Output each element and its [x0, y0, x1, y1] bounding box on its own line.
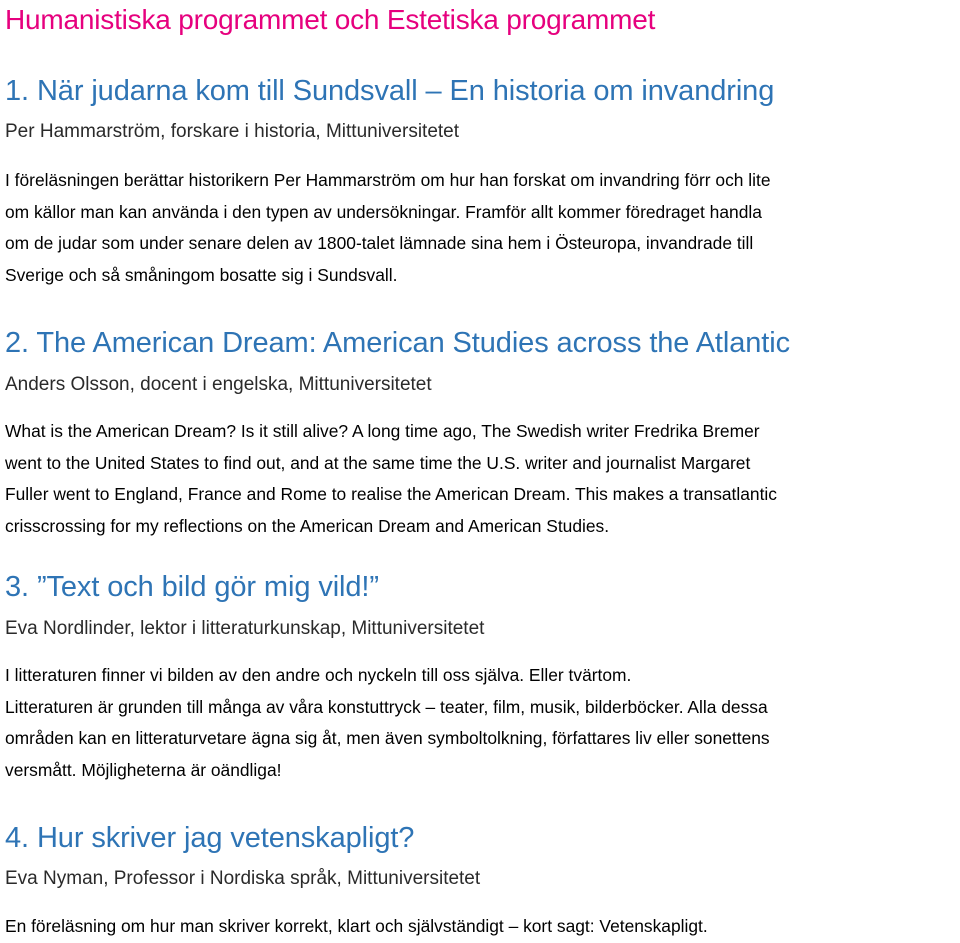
section-1-line: Sverige och så småningom bosatte sig i Sundsvall. — [5, 264, 398, 285]
section-2-speaker: Anders Olsson, docent i engelska, Mittuniversitetet — [5, 374, 432, 395]
section-3-line: I litteraturen finner vi bilden av den andre och nyckeln till oss själva. Eller tvärtom. — [5, 665, 632, 685]
section-3-line: versmått. Möjligheterna är oändliga! — [5, 759, 282, 780]
section-1-body — [5, 165, 957, 291]
section-4-body — [5, 911, 957, 943]
section-1-heading: 1. När judarna kom till Sundsvall – En historia om invandring — [5, 75, 775, 107]
section-1-line: om källor man kan använda i den typen av undersökningar. Framför allt kommer föredraget handla — [5, 201, 762, 222]
section-2-heading: 2. The American Dream: American Studies across the Atlantic — [5, 327, 790, 359]
section-2-line: Fuller went to England, France and Rome to realise the American Dream. This makes a transatlantic — [5, 484, 777, 504]
section-2-line: What is the American Dream? Is it still alive? A long time ago, The Swedish writer Fredrika Bremer — [5, 421, 760, 441]
document-title: Humanistiska programmet och Estetiska programmet — [5, 4, 656, 35]
section-2-body — [5, 416, 957, 542]
section-2-line: crisscrossing for my reflections on the American Dream and American Studies. — [5, 515, 610, 536]
section-4-heading: 4. Hur skriver jag vetenskapligt? — [5, 822, 415, 854]
section-3-speaker: Eva Nordlinder, lektor i litteraturkunskap, Mittuniversitetet — [5, 618, 485, 639]
section-3-heading: 3. ”Text och bild gör mig vild!” — [5, 571, 379, 603]
section-3-line: Litteraturen är grunden till många av våra konstuttryck – teater, film, musik, bilderböcker. Alla dessa — [5, 696, 768, 717]
section-3-body — [5, 660, 957, 786]
section-2-line: went to the United States to find out, and at the same time the U.S. writer and journalist Margaret — [5, 452, 751, 473]
section-1-line: I föreläsningen berättar historikern Per Hammarström om hur han forskat om invandring förr och lite — [5, 170, 771, 190]
section-1-line: om de judar som under senare delen av 1800-talet lämnade sina hem i Östeuropa, invandrade till — [5, 233, 754, 253]
section-4-line: En föreläsning om hur man skriver korrekt, klart och självständigt – kort sagt: Vetenskapligt. — [5, 916, 708, 936]
section-1-speaker: Per Hammarström, forskare i historia, Mittuniversitetet — [5, 121, 460, 142]
section-3-line: områden kan en litteraturvetare ägna sig åt, men även symboltolkning, författares liv eller sonettens — [5, 728, 770, 748]
section-4-speaker: Eva Nyman, Professor i Nordiska språk, Mittuniversitetet — [5, 868, 481, 889]
